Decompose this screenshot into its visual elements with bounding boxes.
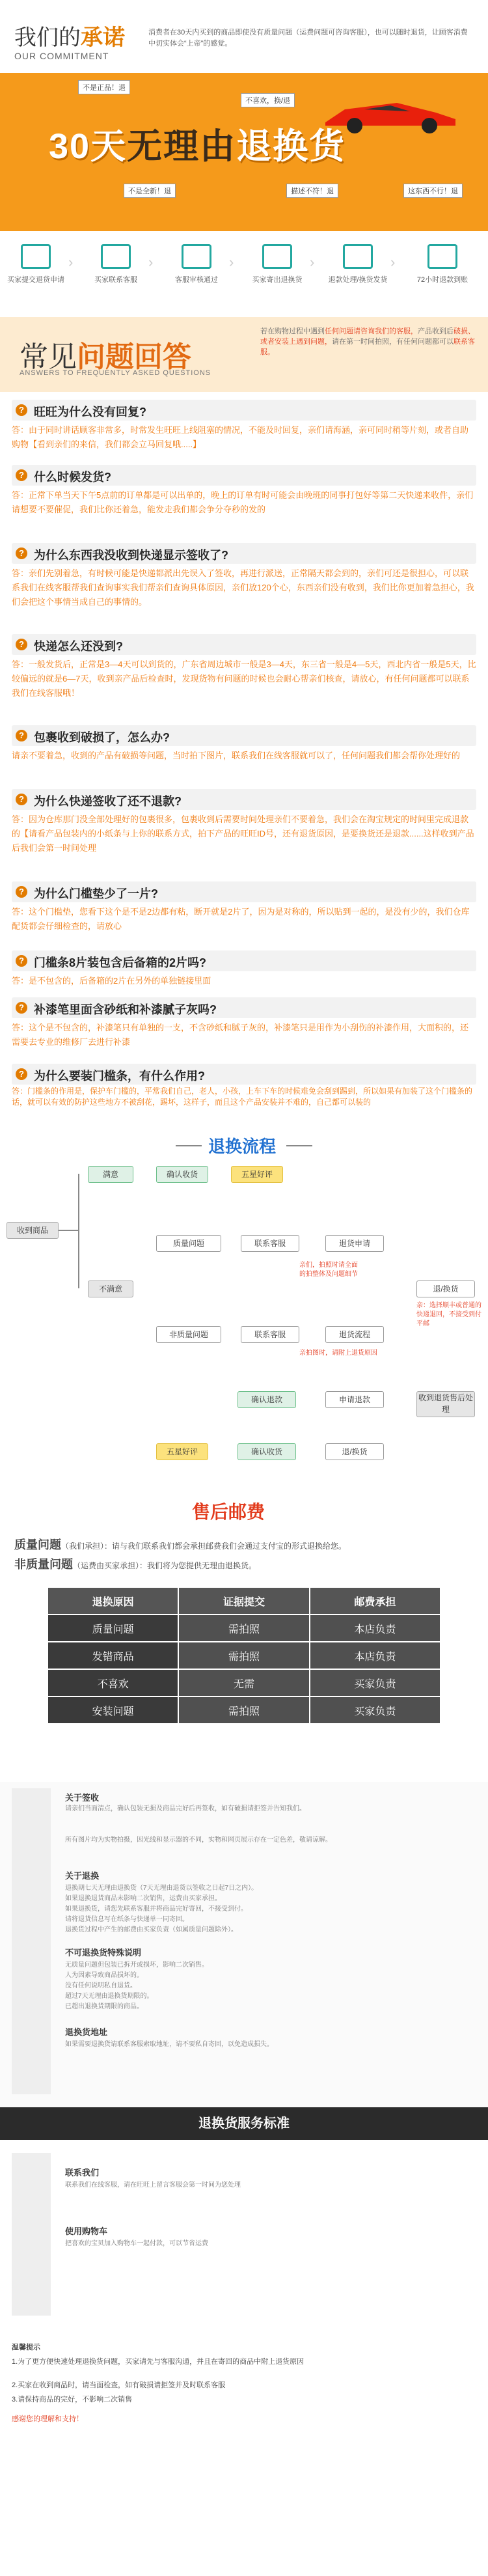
hero-tag-4: 描述不符！退 — [286, 184, 338, 198]
table-cell: 本店负责 — [310, 1614, 441, 1642]
question-icon: ? — [16, 639, 27, 650]
notice-text: 无质量问题但包装已拆开或损坏，影响二次销售。 — [65, 1961, 208, 1969]
question-icon: ? — [16, 794, 27, 805]
flow-five-star-2: 五星好评 — [156, 1443, 208, 1460]
notice-text: 人为因素导致商品损坏的。 — [65, 1972, 143, 1979]
arrow-icon: › — [68, 254, 74, 270]
faq-title: 常见问题回答 — [20, 341, 191, 373]
faq-question: ? 补漆笔里面含砂纸和补漆腻子灰吗? — [12, 997, 476, 1018]
table-cell: 质量问题 — [47, 1614, 178, 1642]
service-standard — [0, 2107, 488, 2576]
faq-answer: 答：正常下单当天下午5点前的订单都是可以出单的，晚上的订单有时可能会由晚班的同事打包好等第二天快递来收件，亲们请想要不要催促，我们比你还着急，能发走我们都会争分夺秒的发的 — [12, 490, 474, 514]
table-cell: 需拍照 — [178, 1614, 309, 1642]
process-step: 72小时退款到账 — [410, 244, 475, 284]
check-icon — [182, 244, 211, 269]
flow-satisfied: 满意 — [88, 1166, 133, 1183]
arrow-icon: › — [148, 254, 154, 270]
flow-non-quality: 非质量问题 — [156, 1326, 221, 1343]
table-cell: 需拍照 — [178, 1642, 309, 1669]
process-step: 买家联系客服 — [83, 244, 148, 284]
flow-five-star: 五星好评 — [231, 1166, 283, 1183]
faq-question: ? 旺旺为什么没有回复? — [12, 400, 476, 421]
money-icon — [427, 244, 457, 269]
process-step: 买家寄出退换货 — [245, 244, 310, 284]
notice-title: 退换货地址 — [65, 2027, 108, 2037]
process-step: 客服审核通过 — [164, 244, 229, 284]
arrow-icon: › — [310, 254, 315, 270]
standard-cs-title: 联系我们 — [65, 2168, 100, 2178]
process-step: 买家提交退货申请 — [3, 244, 68, 284]
faq-question: ? 为什么快递签收了还不退款? — [12, 789, 476, 810]
notice-text: 已超出退换货期限的商品。 — [65, 2003, 143, 2010]
standard-use-text: 把喜欢的宝贝加入购物车一起付款，可以节省运费 — [65, 2240, 208, 2247]
flow-resend-2: 退/换货 — [325, 1443, 384, 1460]
divider — [176, 1145, 202, 1146]
tip-title: 温馨提示 — [12, 2344, 40, 2351]
flow-seller-recv: 收到退货售后处理 — [416, 1391, 475, 1417]
shipping-fee-section — [0, 1495, 488, 1782]
table-cell: 发错商品 — [47, 1642, 178, 1669]
ship-title: 售后邮费 — [192, 1502, 265, 1522]
ship-line-2: 非质量问题（运费由买家承担）：我们将为您提供无理由退换货。 — [14, 1558, 257, 1571]
table-header-row — [47, 1587, 441, 1614]
footer-text: 感谢您的理解和支持！ — [12, 2415, 83, 2423]
truck-icon — [343, 244, 373, 269]
question-icon: ? — [16, 1068, 27, 1080]
hero-banner: 30天无理由退换货 — [49, 127, 346, 166]
flow-note-3: 亲：选择顺丰或普通的快递退回，不接受到付平邮 — [416, 1302, 481, 1327]
flow-line — [59, 1230, 78, 1231]
tip-text: 1.为了更方便快速处理退换货问题，买家请先与客服沟通，并且在寄回的商品中附上退货原因 — [12, 2358, 305, 2366]
flow-note-1: 亲们，拍照时请全面的拍整体及问题细节 — [299, 1262, 358, 1278]
hero-tag-1: 不是正品！退 — [78, 80, 130, 94]
hero-subtitle: OUR COMMITMENT — [14, 51, 109, 61]
faq-subtitle: ANSWERS TO FREQUENTLY ASKED QUESTIONS — [20, 369, 211, 377]
flow-start: 收到商品 — [7, 1222, 59, 1239]
flow-contact-2: 联系客服 — [241, 1326, 299, 1343]
flow-contact: 联系客服 — [241, 1235, 299, 1252]
faq-note: 若在购物过程中遇到任何问题请咨询我们的客服，产品收到后破损、或者安装上遇到问题，请在第一时间拍照，有任何问题都可以联系客服。 — [260, 327, 475, 356]
notice-text: 请将退货信息写在纸条与快递单一同寄回。 — [65, 1916, 189, 1923]
hero-lead-text: 消费者在30天内买到的商品即使没有质量问题（运费问题可咨询客服），也可以随时退货，让顾客消费中切实体会“上帝”的感觉。 — [148, 29, 468, 48]
question-icon: ? — [16, 1002, 27, 1014]
faq-header — [0, 317, 488, 392]
flow-confirm-refund: 确认退款 — [237, 1391, 296, 1408]
faq-list — [0, 392, 488, 1131]
faq-answer: 答：一般发货后，正常是3—4天可以到货的，广东省周边城市一般是3—4天，东三省一般是4—5天，西北内省一般是5天，比较偏远的就是6—7天，收到亲产品后检查时，发现货物有问题的时候也会耐心帮亲们核查，请放心，有任何问题都可以联系我们在线客服哦！ — [12, 659, 476, 698]
question-icon: ? — [16, 469, 27, 481]
faq-question: ? 什么时候发货? — [12, 465, 476, 486]
laptop-icon — [21, 244, 51, 269]
faq-answer: 答：由于同时讲话顾客非常多，时常发生旺旺上线阻塞的情况，不能及时回复，亲们请海涵，亲可同时稍等片刻，或者自助购物【看到亲们的来信，我们都会立马回复哦.....】 — [12, 425, 469, 449]
faq-answer: 答：亲们先别着急，有时候可能是快递都派出先误入了签收，再进行派送，正常隔天都会到的，亲们可还是很担心，可以联系我们在线客服帮我们查询事实我们帮亲们查询具体原因，亲们放120个心，东西亲们没有收到，我们比你更加着急担心，我们会把这个事情当成自己的事情的。 — [12, 568, 474, 607]
faq-answer: 答：门槛条的作用是，保护车门槛的，平常我们自己，老人，小孩，上车下车的时候难免会刮到踢到，所以如果有加装了这个门槛条的话，就可以有效的防护这些地方不被刮花，踢坏，这样子，而且这个产品安装并不难的，自己都可以装的 — [12, 1087, 473, 1107]
notice-section — [0, 1782, 488, 2107]
question-icon: ? — [16, 547, 27, 559]
notice-text: 如果退换退货商品未影响二次销售，运费由买家承担。 — [65, 1895, 221, 1902]
table-row — [47, 1614, 441, 1642]
hero-title: 我们的承诺 — [14, 25, 125, 50]
return-process-strip — [0, 231, 488, 317]
flow-note-2: 亲拍图时，请附上退货原因 — [299, 1350, 377, 1357]
flow-line — [78, 1174, 79, 1288]
standard-cs-text: 联系我们在线客服，请在旺旺上留言客服会第一时间为您处理 — [65, 2181, 241, 2189]
notice-sidebar — [12, 1788, 51, 2094]
faq-answer: 答：是不包含的，后备箱的2片在另外的单独链接里面 — [12, 976, 211, 986]
notice-title: 关于签收 — [65, 1793, 100, 1803]
notice-text: 退换货过程中产生的邮费由买家负责（如属质量问题除外）。 — [65, 1926, 237, 1933]
faq-question: ? 门槛条8片装包含后备箱的2片吗? — [12, 950, 476, 971]
table-row — [47, 1642, 441, 1669]
flow-confirm: 确认收货 — [156, 1166, 208, 1183]
table-cell: 买家负责 — [310, 1697, 441, 1724]
notice-text: 如果退换货，请您先联系客服并将商品完好寄回，不接受到付。 — [65, 1905, 247, 1913]
faq-answer: 答：这个门槛垫，您看下这个是不是2边都有粘，断开就是2片了，因为是对称的，所以贴到一起的，是没有少的，我们仓库配货都会仔细检查的，请放心 — [12, 907, 470, 931]
table-header: 证据提交 — [178, 1587, 309, 1614]
notice-text: 所有图片均为实物拍摄，因光线和显示器的不同，实物和网页展示存在一定色差，敬请谅解。 — [65, 1836, 332, 1844]
faq-question: ? 为什么要装门槛条，有什么作用? — [12, 1064, 476, 1085]
tip-text: 3.请保持商品的完好，不影响二次销售 — [12, 2396, 133, 2403]
table-cell: 不喜欢 — [47, 1669, 178, 1697]
faq-question: ? 快递怎么还没到? — [12, 634, 476, 655]
notice-text: 超过7天无理由退换货期限的。 — [65, 1993, 154, 2000]
flow-resend: 退/换货 — [416, 1281, 475, 1297]
arrow-icon: › — [229, 254, 234, 270]
arrow-icon: › — [390, 254, 396, 270]
question-icon: ? — [16, 955, 27, 967]
table-row — [47, 1697, 441, 1724]
table-cell: 买家负责 — [310, 1669, 441, 1697]
flow-confirm-recv: 确认收货 — [237, 1443, 296, 1460]
table-cell: 无需 — [178, 1669, 309, 1697]
table-cell: 本店负责 — [310, 1642, 441, 1669]
return-flow-diagram — [0, 1131, 488, 1495]
faq-question: ? 为什么东西我没收到快递显示签收了? — [12, 543, 476, 564]
table-cell: 需拍照 — [178, 1697, 309, 1724]
chat-icon — [101, 244, 131, 269]
question-icon: ? — [16, 886, 27, 898]
hero-tag-3: 不是全新！退 — [124, 184, 176, 198]
standard-title: 退换货服务标准 — [0, 2107, 488, 2140]
faq-question: ? 包裹收到破损了，怎么办? — [12, 725, 476, 746]
table-header: 退换原因 — [47, 1587, 178, 1614]
hero-tag-2: 不喜欢，换/退 — [241, 93, 295, 107]
table-header: 邮费承担 — [310, 1587, 441, 1614]
notice-text: 如果需要退换货请联系客服索取地址，请不要私自寄回，以免造成损失。 — [65, 2041, 273, 2048]
faq-answer: 答：因为仓库那门没全部处理好的包裹很多，包裹收到后需要时间处理亲们不要着急，我们会在淘宝规定的时间里完成退款的【请看产品包装内的小纸条与上你的联系方式，拍下产品的旺旺ID号，还有退货原因，是要换货还是退款......这样收到产品后我们会第一时间处理 — [12, 814, 474, 853]
faq-answer: 答：这个是不包含的，补漆笔只有单独的一支，不含砂纸和腻子灰的，补漆笔只是用作为小刮伤的补漆作用，大面积的，还需要去专业的维修厂去进行补漆 — [12, 1023, 469, 1047]
tip-text: 2.买家在收到商品时，请当面检查，如有破损请拒签并及时联系客服 — [12, 2381, 226, 2389]
divider — [286, 1145, 312, 1146]
flow-apply-refund: 申请退款 — [325, 1391, 384, 1408]
question-icon: ? — [16, 404, 27, 416]
notice-text: 退换期七天无理由退换货（7天无理由退货以签收之日起7日之内）。 — [65, 1885, 258, 1892]
flow-return-flow: 退货流程 — [325, 1326, 384, 1343]
ship-line-1: 质量问题（我们承担）：请与我们联系我们都会承担邮费我们会通过支付宝的形式退换给您。 — [14, 1538, 347, 1551]
question-icon: ? — [16, 730, 27, 741]
hero-tag-5: 这东西不行！退 — [403, 184, 463, 198]
promise-hero — [0, 0, 488, 231]
process-step: 退款处理/换货发货 — [325, 244, 390, 284]
standard-use-title: 使用购物车 — [65, 2226, 108, 2236]
faq-question: ? 为什么门槛垫少了一片? — [12, 881, 476, 902]
standard-sidebar — [12, 2153, 51, 2316]
notice-text: 请亲们当面清点，确认包装无损及商品完好后再签收，如有破损请拒签并告知我们。 — [65, 1805, 306, 1812]
faq-answer: 请亲不要着急，收到的产品有破损等问题，当时拍下图片，联系我们在线客服就可以了，任何问题我们都会帮你处理好的 — [12, 751, 461, 760]
flow-unsatisfied: 不满意 — [88, 1281, 133, 1297]
table-cell: 安装问题 — [47, 1697, 178, 1724]
flow-title: 退换流程 — [208, 1137, 277, 1156]
handshake-icon — [262, 244, 292, 269]
flow-apply-return: 退货申请 — [325, 1235, 384, 1252]
notice-title: 关于退换 — [65, 1871, 100, 1881]
shipping-fee-table — [47, 1586, 441, 1724]
notice-text: 没有任何说明私自退货。 — [65, 1982, 137, 1989]
flow-quality: 质量问题 — [156, 1235, 221, 1252]
notice-title: 不可退换货特殊说明 — [65, 1948, 142, 1958]
table-row — [47, 1669, 441, 1697]
